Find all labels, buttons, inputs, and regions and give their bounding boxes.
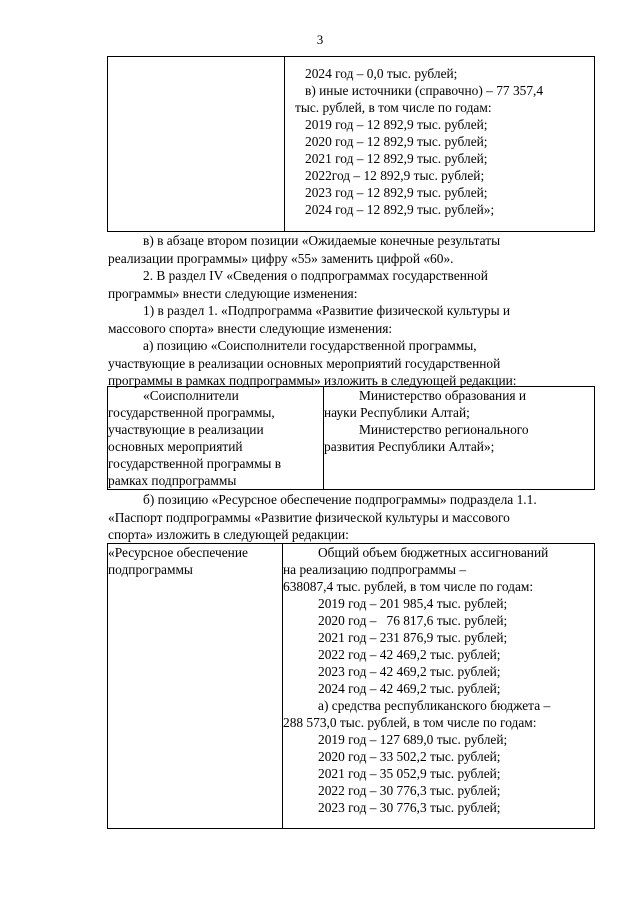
co-executors-table — [107, 386, 595, 490]
table2-left-line: основных мероприятий — [108, 439, 243, 454]
table3-right-line: 2022 год – 30 776,3 тыс. рублей; — [318, 783, 501, 798]
paragraph-line: в) в абзаце втором позиции «Ожидаемые конечные результаты — [143, 233, 501, 248]
table2-right-line: Министерство образования и — [359, 388, 527, 403]
table3-right-line: на реализацию подпрограммы – — [283, 562, 467, 577]
table1-line: 2020 год – 12 892,9 тыс. рублей; — [305, 134, 488, 149]
table3-left-cell — [108, 544, 283, 829]
table1-line: 2024 год – 12 892,9 тыс. рублей»; — [305, 202, 495, 217]
paragraph-line: реализации программы» цифру «55» заменить цифрой «60». — [108, 250, 454, 266]
table3-right-line: 2021 год – 231 876,9 тыс. рублей; — [318, 630, 508, 645]
paragraph-line: 1) в раздел 1. «Подпрограмма «Развитие физической культуры и — [143, 303, 511, 318]
paragraph-line: массового спорта» внести следующие изменения: — [108, 320, 393, 336]
paragraph-line: программы в рамках подпрограммы» изложить в следующей редакции: — [108, 373, 517, 389]
paragraph-line: б) позицию «Ресурсное обеспечение подпрограммы» подраздела 1.1. — [143, 492, 537, 507]
table1-line-justified — [295, 82, 588, 99]
table1-line: в) иные источники (справочно) – 77 357,4 — [305, 83, 544, 98]
paragraph-co-executors — [108, 337, 593, 390]
paragraph-line: участвующие в реализации основных мероприятий государственной — [108, 355, 501, 371]
table3-right-line: 2020 год – 76 817,6 тыс. рублей; — [318, 613, 508, 628]
paragraph-section-iv — [108, 267, 593, 302]
paragraph-line: 2. В раздел IV «Сведения о подпрограммах государственной — [143, 268, 488, 283]
funding-table-continuation — [107, 56, 595, 232]
paragraph-line: а) позицию «Соисполнители государственной программы, — [143, 338, 477, 353]
table1-line: 2024 год – 0,0 тыс. рублей; — [305, 66, 458, 81]
paragraph-subprogram-1 — [108, 302, 593, 337]
paragraph-line: «Паспорт подпрограммы «Развитие физической культуры и массового — [108, 509, 510, 525]
table3-right-cell — [283, 544, 595, 829]
table3-right-line: 2020 год – 33 502,2 тыс. рублей; — [318, 749, 501, 764]
table3-left-line: подпрограммы — [108, 562, 193, 577]
table2-left-line: государственной программы в — [108, 456, 282, 471]
table2-left-line: рамках подпрограммы — [108, 473, 237, 488]
paragraph-line: спорта» изложить в следующей редакции: — [108, 527, 349, 543]
table2-left-line: государственной программы, — [108, 405, 275, 420]
paragraph-resource-provision — [108, 491, 593, 544]
table3-right-line: 2019 год – 201 985,4 тыс. рублей; — [318, 596, 508, 611]
table3-right-line: а) средства республиканского бюджета – — [318, 698, 551, 713]
table3-right-line: 2019 год – 127 689,0 тыс. рублей; — [318, 732, 508, 747]
table3-left-line: «Ресурсное обеспечение — [108, 545, 248, 560]
table3-right-line: 2022 год – 42 469,2 тыс. рублей; — [318, 647, 501, 662]
table2-right-line: Министерство регионального — [359, 422, 529, 437]
table1-right-cell — [285, 57, 595, 232]
paragraph-line: программы» внести следующие изменения: — [108, 285, 358, 301]
table3-right-line: Общий объем бюджетных ассигнований — [318, 545, 549, 560]
table3-right-line: 638087,4 тыс. рублей, в том числе по годам: — [283, 579, 534, 594]
table2-right-line: развития Республики Алтай»; — [324, 439, 495, 454]
table1-line: 2022год – 12 892,9 тыс. рублей; — [305, 168, 485, 183]
table3-right-line: 2023 год – 42 469,2 тыс. рублей; — [318, 664, 501, 679]
resource-provision-table — [107, 543, 595, 829]
page-number: 3 — [316, 32, 324, 47]
table2-right-cell — [324, 387, 595, 490]
table1-line: 2019 год – 12 892,9 тыс. рублей; — [305, 117, 488, 132]
table3-right-line: 2021 год – 35 052,9 тыс. рублей; — [318, 766, 501, 781]
paragraph-expected-results — [108, 232, 593, 267]
table1-line: 2023 год – 12 892,9 тыс. рублей; — [305, 185, 488, 200]
table3-right-line: 2024 год – 42 469,2 тыс. рублей; — [318, 681, 501, 696]
table3-right-line: 288 573,0 тыс. рублей, в том числе по годам: — [283, 715, 537, 730]
table1-line: 2021 год – 12 892,9 тыс. рублей; — [305, 151, 488, 166]
table1-line: тыс. рублей, в том числе по годам: — [295, 100, 492, 115]
table2-left-cell — [108, 387, 324, 490]
table2-left-line: «Соисполнители — [143, 388, 239, 403]
table3-right-line: 2023 год – 30 776,3 тыс. рублей; — [318, 800, 501, 815]
table2-left-line: участвующие в реализации — [108, 422, 264, 437]
table1-left-cell — [108, 57, 285, 232]
table2-right-line: науки Республики Алтай; — [324, 405, 470, 420]
